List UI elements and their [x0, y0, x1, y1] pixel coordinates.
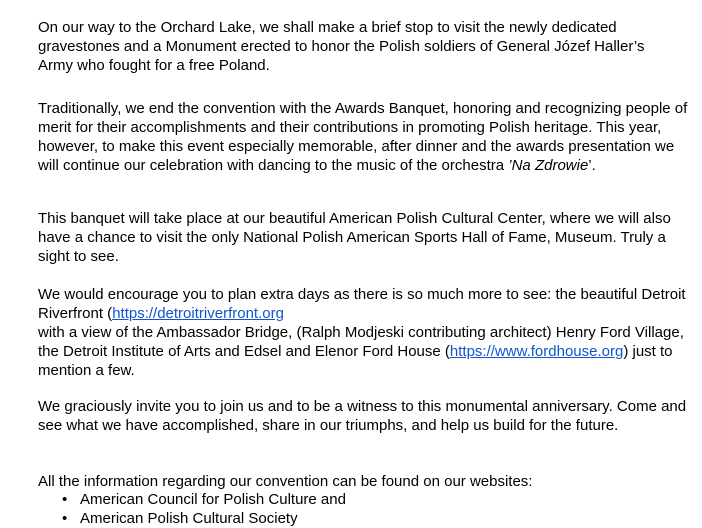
paragraph-orchard-lake: On our way to the Orchard Lake, we shall make a brief stop to visit the newly dedicated gravestones and a Monument erected to honor the Polish soldiers of General Józef Haller’s Army who fought for a free Poland.	[38, 19, 645, 74]
paragraph-cultural-center: This banquet will take place at our beautiful American Polish Cultural Center, where we will also have a chance to visit the only National Polish American Sports Hall of Fame, Museum. Truly a sight to see.	[38, 210, 671, 265]
paragraph-awards-text: Traditionally, we end the convention with the Awards Banquet, honoring and recognizing people of merit for their accomplishments and their contributions in promoting Polish heritage. This year, however, to make this event especially memorable, after dinner and the awards presentation we will continue our celebration with dancing to the music of the orchestra	[38, 100, 688, 174]
paragraph-extra-days-text-2: with a view of the Ambassador Bridge, (Ralph Modjeski contributing architect) Henry Ford Village, the Detroit Institute of Arts and Edsel and Elenor Ford House (	[38, 324, 684, 360]
websites-list	[62, 490, 346, 528]
list-item-label: American Polish Cultural Society	[80, 510, 298, 527]
list-item	[62, 509, 346, 528]
orchestra-name: ’Na Zdrowie	[508, 157, 589, 174]
paragraph-extra-days	[38, 285, 688, 380]
paragraph-awards-banquet	[38, 99, 688, 175]
detroit-riverfront-link[interactable]: https://detroitriverfront.org	[112, 305, 284, 322]
paragraph-awards-end: ’.	[588, 157, 596, 174]
paragraph-extra-days-end: ) just to mention a few.	[38, 343, 673, 379]
bullet-icon: •	[62, 491, 68, 508]
fordhouse-link[interactable]: https://www.fordhouse.org	[449, 343, 624, 360]
bullet-icon: •	[62, 510, 68, 527]
paragraph-websites-intro: All the information regarding our convention can be found on our websites:	[38, 473, 533, 490]
list-item	[62, 490, 346, 509]
list-item-label: American Council for Polish Culture and	[80, 491, 346, 508]
paragraph-invitation: We graciously invite you to join us and to be a witness to this monumental anniversary. Come and see what we have accomplished, share in our triumphs, and help us build for the future.	[38, 398, 687, 434]
paragraph-extra-days-text: We would encourage you to plan extra days as there is so much more to see: the beautiful Detroit Riverfront (	[38, 286, 686, 322]
